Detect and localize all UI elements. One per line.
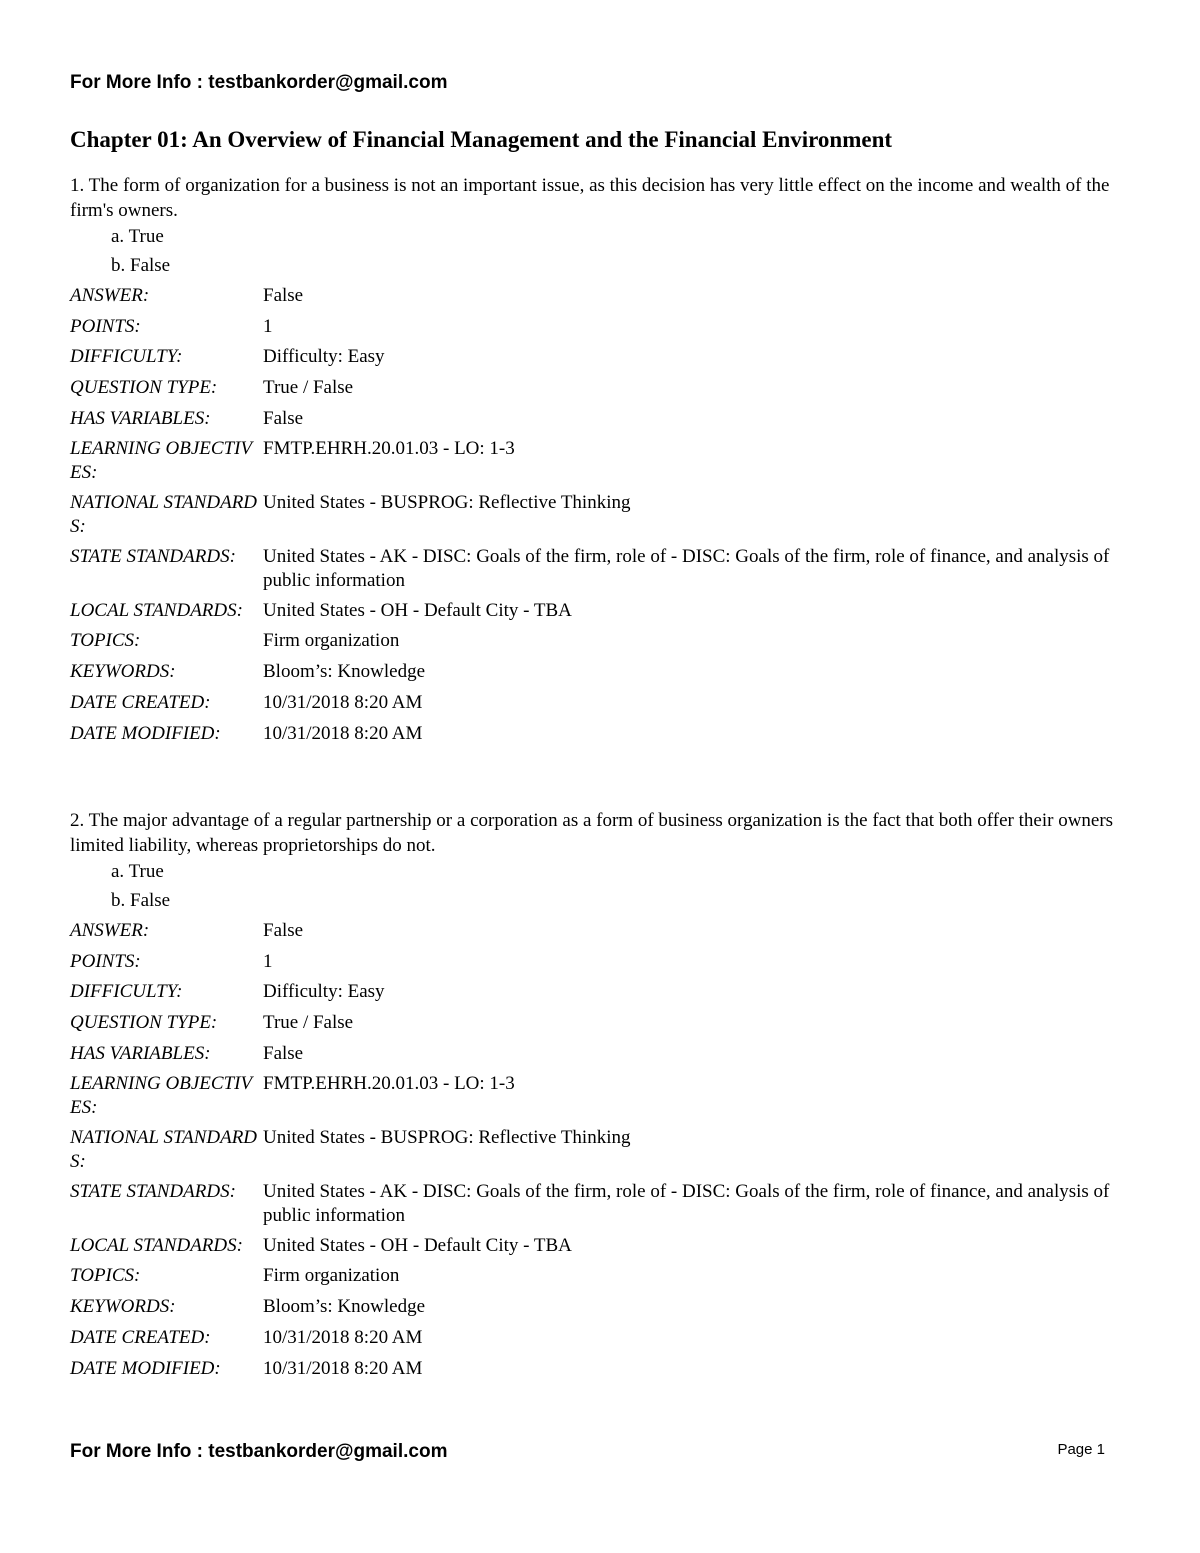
meta-question-type: [70, 1008, 1140, 1039]
chapter-title: Chapter 01: An Overview of Financial Management and the Financial Environment: [70, 127, 893, 152]
meta-difficulty: [70, 977, 1140, 1008]
meta-answer: [70, 916, 1140, 947]
meta-value: Bloom’s: Knowledge: [263, 661, 426, 683]
meta-key: NATIONAL STANDARDS:: [70, 492, 258, 538]
answer-option: a. True: [111, 226, 164, 247]
meta-value: 1: [263, 315, 273, 337]
meta-learning-objectives: [70, 1069, 1140, 1120]
meta-date-created: [70, 688, 1140, 719]
meta-value: 10/31/2018 8:20 AM: [263, 691, 423, 713]
meta-value: Bloom’s: Knowledge: [263, 1296, 426, 1318]
meta-value: 1: [263, 950, 273, 972]
footer-contact-info: For More Info : testbankorder@gmail.com: [70, 1441, 448, 1462]
meta-points: [70, 312, 1140, 343]
answer-option: a. True: [111, 861, 164, 882]
question-stem: 1. The form of organization for a business is not an important issue, as this decision has very little effect on the income and wealth of the firm's owners.: [70, 175, 1110, 221]
meta-value: False: [263, 1042, 304, 1064]
meta-value: Difficulty: Easy: [263, 346, 385, 368]
meta-answer: [70, 281, 1140, 312]
meta-topics: [70, 626, 1140, 657]
meta-key: DATE CREATED:: [70, 691, 211, 713]
meta-date-created: [70, 1323, 1140, 1354]
meta-key: ANSWER:: [70, 285, 150, 306]
meta-value: False: [263, 285, 304, 306]
meta-value: 10/31/2018 8:20 AM: [263, 1326, 423, 1348]
meta-key: POINTS:: [70, 950, 141, 972]
answer-option: b. False: [111, 255, 171, 276]
meta-key: DIFFICULTY:: [70, 346, 183, 368]
meta-value: United States - BUSPROG: Reflective Thinking: [263, 1127, 631, 1149]
meta-date-modified: [70, 1354, 1140, 1385]
answer-option: b. False: [111, 890, 171, 911]
meta-key: DATE MODIFIED:: [70, 1357, 221, 1379]
meta-has-variables: [70, 404, 1140, 435]
meta-learning-objectives: [70, 434, 1140, 485]
meta-state-standards: [70, 1177, 1140, 1228]
meta-key: DIFFICULTY:: [70, 981, 183, 1003]
meta-value: True / False: [263, 1012, 354, 1034]
meta-key: TOPICS:: [70, 1265, 141, 1287]
header-contact-info: For More Info : testbankorder@gmail.com: [70, 72, 448, 93]
meta-date-modified: [70, 719, 1140, 750]
meta-key: LOCAL STANDARDS:: [70, 1235, 243, 1257]
meta-value: United States - AK - DISC: Goals of the firm, role of - DISC: Goals of the firm, role of finance, and analysis of public information: [263, 546, 1110, 592]
meta-key: TOPICS:: [70, 630, 141, 652]
meta-key: QUESTION TYPE:: [70, 1012, 218, 1034]
meta-question-type: [70, 373, 1140, 404]
meta-key: LEARNING OBJECTIVES:: [70, 438, 253, 484]
meta-local-standards: [70, 1231, 1140, 1258]
meta-value: United States - BUSPROG: Reflective Thinking: [263, 492, 631, 514]
meta-value: United States - OH - Default City - TBA: [263, 1235, 572, 1257]
meta-key: KEYWORDS:: [70, 1296, 176, 1318]
meta-key: KEYWORDS:: [70, 661, 176, 683]
meta-key: POINTS:: [70, 315, 141, 337]
question-block: [70, 173, 1140, 749]
question-stem: 2. The major advantage of a regular partnership or a corporation as a form of business organization is the fact that both offer their owners limited liability, whereas proprietorships do not.: [70, 810, 1114, 856]
meta-value: FMTP.EHRH.20.01.03 - LO: 1-3: [263, 438, 515, 460]
meta-key: HAS VARIABLES:: [70, 407, 211, 429]
meta-key: ANSWER:: [70, 920, 150, 941]
meta-value: Firm organization: [263, 1265, 400, 1287]
meta-key: QUESTION TYPE:: [70, 377, 218, 399]
meta-local-standards: [70, 596, 1140, 623]
meta-key: DATE CREATED:: [70, 1326, 211, 1348]
meta-key: LOCAL STANDARDS:: [70, 600, 243, 622]
meta-value: True / False: [263, 377, 354, 399]
meta-value: Firm organization: [263, 630, 400, 652]
meta-value: False: [263, 920, 304, 941]
meta-key: DATE MODIFIED:: [70, 722, 221, 744]
meta-topics: [70, 1261, 1140, 1292]
page-number: Page 1: [1057, 1441, 1105, 1458]
meta-value: Difficulty: Easy: [263, 981, 385, 1003]
meta-key: STATE STANDARDS:: [70, 1181, 236, 1203]
meta-value: FMTP.EHRH.20.01.03 - LO: 1-3: [263, 1073, 515, 1095]
meta-national-standards: [70, 1123, 1140, 1174]
meta-national-standards: [70, 488, 1140, 539]
meta-key: NATIONAL STANDARDS:: [70, 1127, 258, 1173]
meta-value: United States - OH - Default City - TBA: [263, 600, 572, 622]
meta-value: False: [263, 407, 304, 429]
meta-key: LEARNING OBJECTIVES:: [70, 1073, 253, 1119]
meta-value: 10/31/2018 8:20 AM: [263, 1357, 423, 1379]
meta-difficulty: [70, 342, 1140, 373]
question-block: [70, 808, 1140, 1384]
meta-key: HAS VARIABLES:: [70, 1042, 211, 1064]
meta-keywords: [70, 1292, 1140, 1323]
meta-points: [70, 947, 1140, 978]
meta-state-standards: [70, 542, 1140, 593]
meta-value: 10/31/2018 8:20 AM: [263, 722, 423, 744]
meta-value: United States - AK - DISC: Goals of the firm, role of - DISC: Goals of the firm, role of finance, and analysis of public information: [263, 1181, 1110, 1227]
meta-key: STATE STANDARDS:: [70, 546, 236, 568]
meta-keywords: [70, 657, 1140, 688]
meta-has-variables: [70, 1039, 1140, 1070]
